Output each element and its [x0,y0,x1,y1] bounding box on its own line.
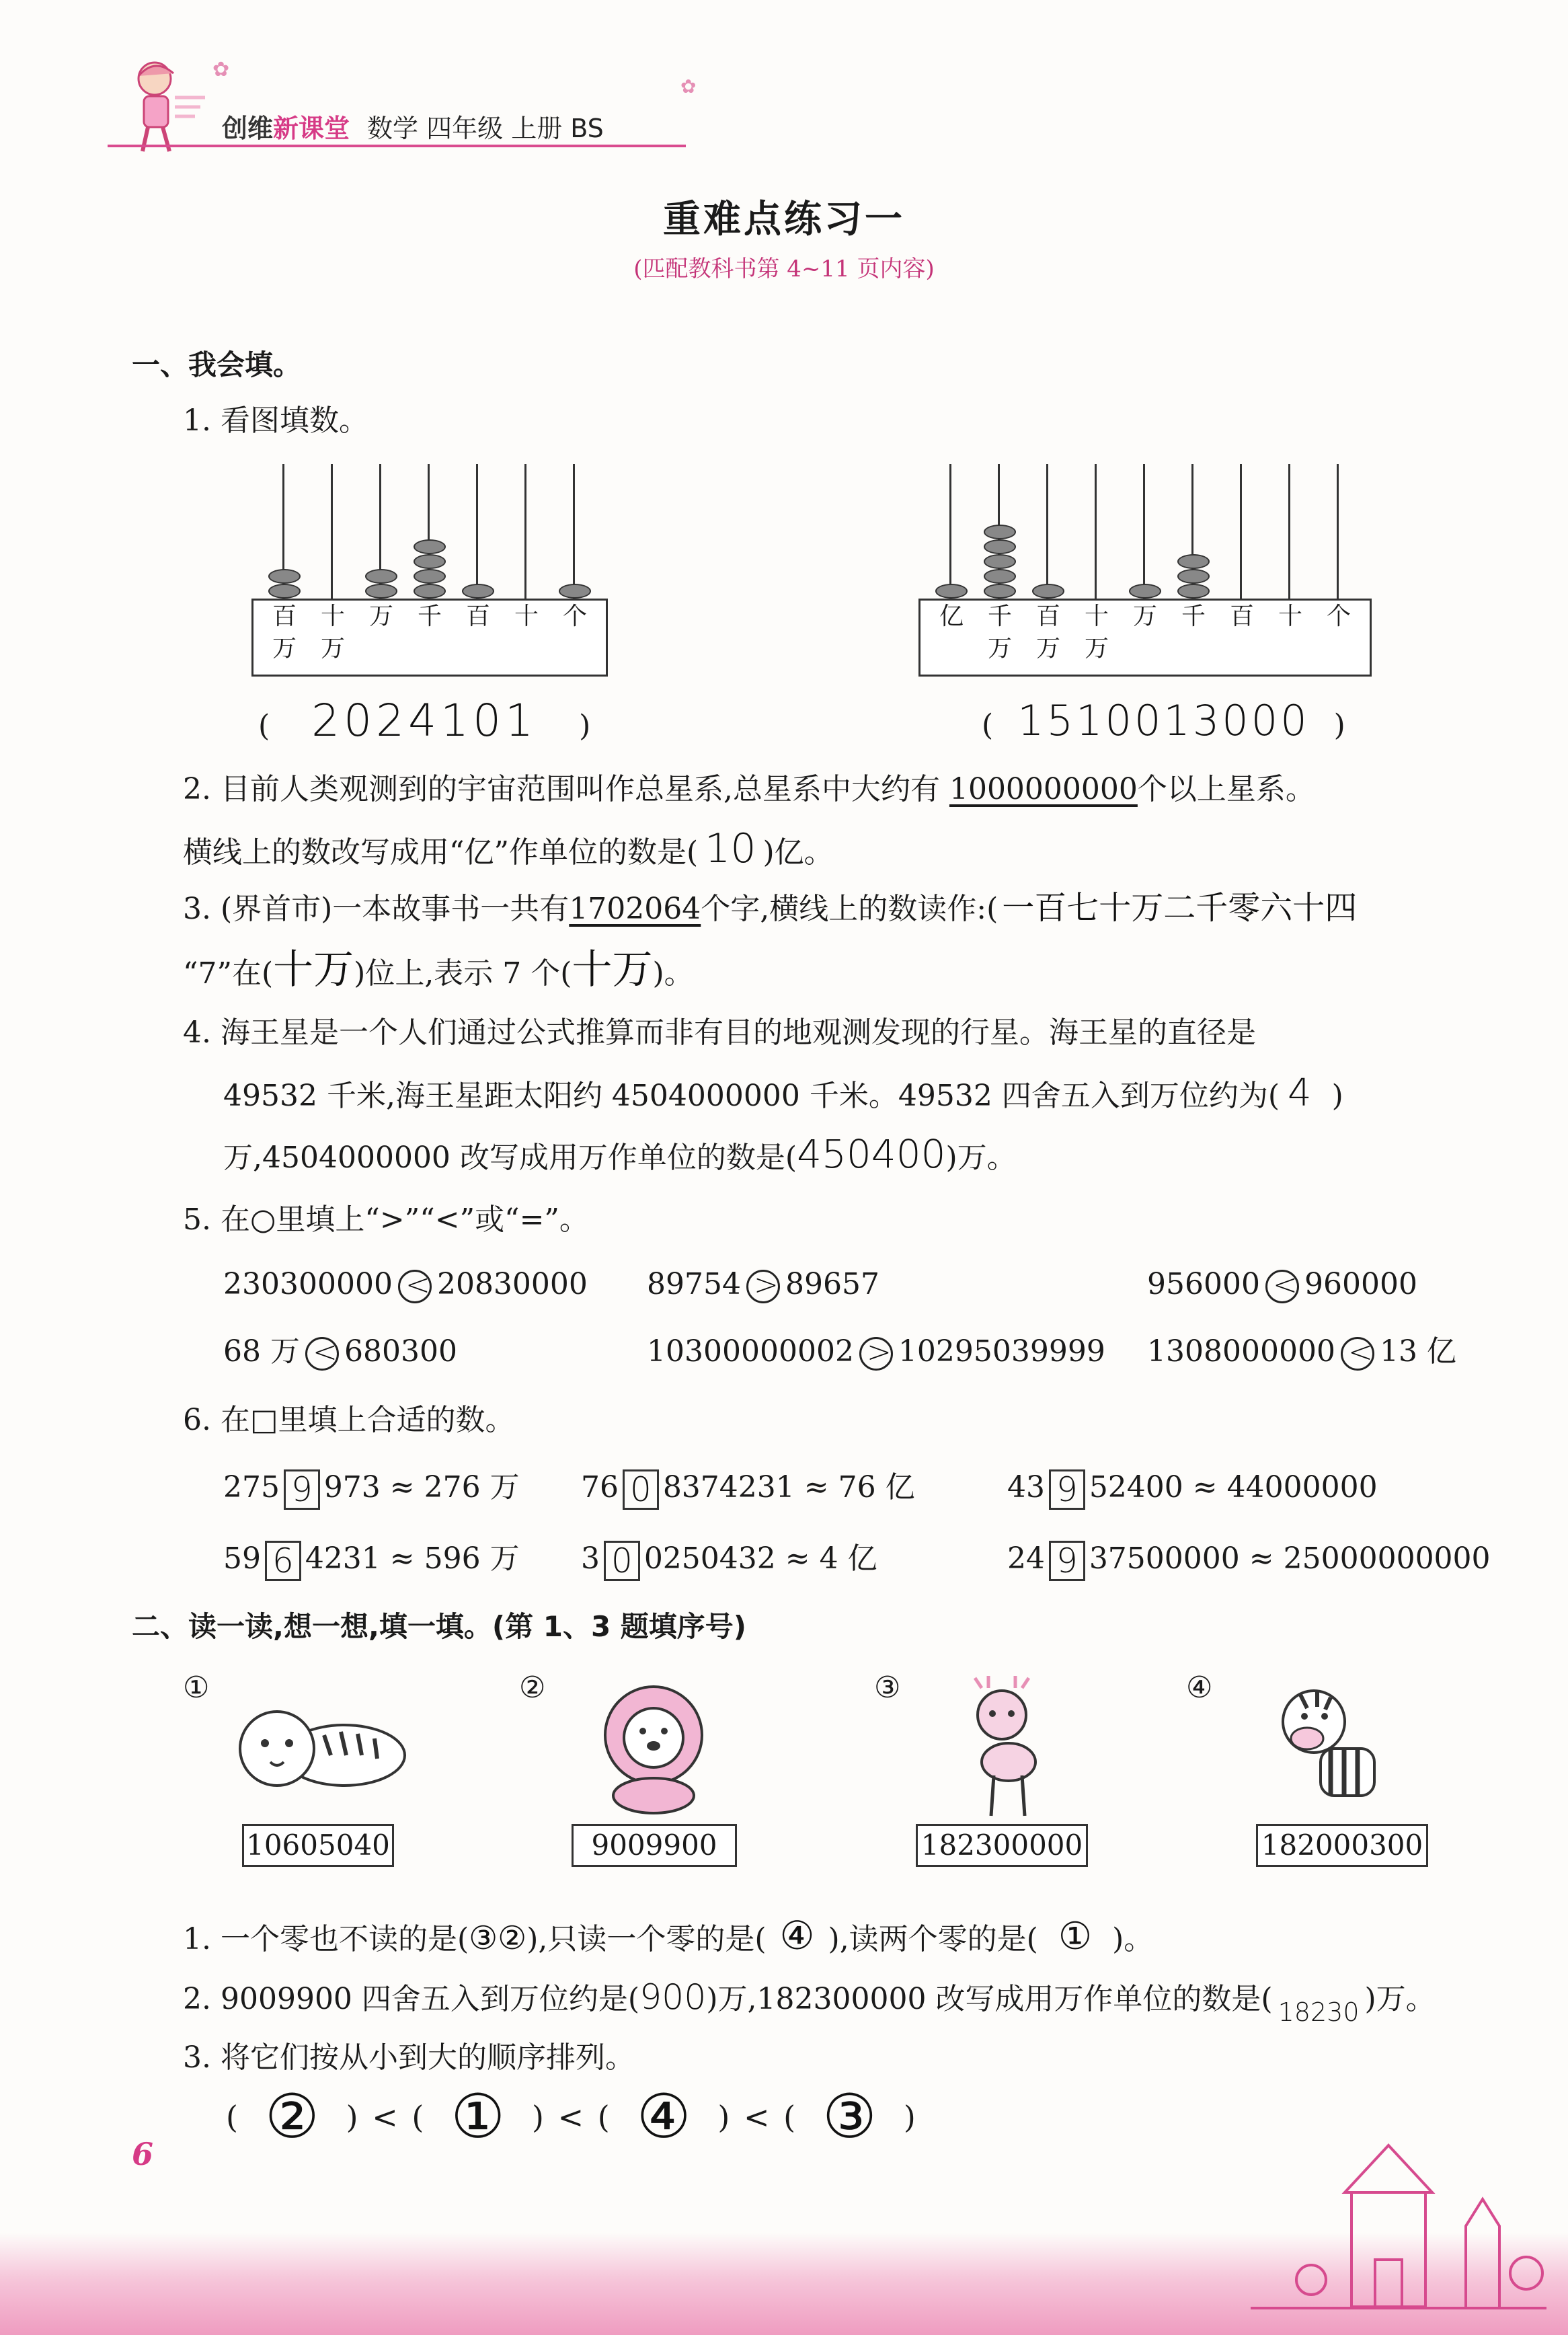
handwritten-answer: 2024101 [311,695,538,747]
section-heading: 二、读一读,想一想,填一填。(第 1、3 题填序号) [132,1610,746,1643]
abacus-b-answer: ( 1510013000 ) [982,696,1345,745]
abacus-rod [1288,464,1290,599]
brand-name-accent: 新课堂 [273,114,350,143]
handwritten-answer: < [1347,1334,1373,1369]
header-title [222,108,604,145]
comparison-circle[interactable] [1341,1334,1374,1371]
handwritten-answer: 9 [290,1469,313,1509]
handwritten-answer: 十万 [572,946,653,993]
abacus-bead [268,569,301,584]
abacus-bead [1032,584,1064,599]
question-3-line-2: “7”在(十万)位上,表示 7 个(十万)。 [183,946,694,993]
abacus-bead [1177,569,1210,584]
abacus-place-label: 万 [368,603,393,630]
tiger-illustration [223,1695,411,1796]
estimate-item: 275 9 973 ≈ 276 万 [223,1469,520,1509]
handwritten-answer: 0 [630,1469,652,1509]
abacus-a [251,464,601,679]
abacus-bead [414,569,446,584]
ordering-answer: ( ② ) < ( ① ) < ( ④ ) < ( ③ ) [226,2081,916,2152]
abacus-place-label: 千 [1181,603,1206,630]
animal-card-1 [183,1668,452,1876]
abacus-bead [1129,584,1161,599]
abacus-rod [476,464,478,599]
abacus-bead [984,554,1016,569]
abacus-place-label: 百 [465,603,490,630]
question-4-line-3: 万,4504000000 改写成用万作单位的数是(450400)万。 [223,1131,1017,1177]
abacus-rod [1240,464,1242,599]
animal-number-box: 182300000 [916,1824,1088,1867]
handwritten-answer: > [753,1267,779,1302]
animal-card-4 [1186,1668,1468,1876]
handwritten-answer: ① [1058,1915,1093,1958]
underlined-number: 1000000000 [949,772,1138,806]
flower-icon: ✿ [680,75,697,98]
estimate-item: 24 9 37500000 ≈ 25000000000 [1007,1541,1491,1580]
abacus-bead [1177,584,1210,599]
abacus-bead [414,554,446,569]
abacus-rod [1143,464,1145,599]
zebra-illustration [1260,1675,1395,1823]
deer-illustration [941,1675,1062,1823]
abacus-bead [1177,554,1210,569]
handwritten-answer: 900 [639,1977,707,2018]
header-divider [108,145,686,147]
underlined-number: 1702064 [569,892,701,926]
abacus-a-answer: ( 2024101 ) [258,695,591,747]
animal-index: ④ [1186,1671,1213,1705]
question-3-line-1: 3. (界首市)一本故事书一共有1702064个字,横线上的数读作:( 一百七十万二千零六十四 [183,889,1358,927]
abacus-bead [984,539,1016,554]
abacus-bead [559,584,591,599]
handwritten-answer: ② [264,2081,319,2152]
handwritten-answer: 9 [1056,1469,1078,1509]
brand-name: 创维 [222,114,274,143]
handwritten-answer: ④ [636,2081,691,2152]
abacus-rod [1337,464,1339,599]
animal-index: ② [519,1671,546,1705]
section2-question-2: 2. 9009900 四舍五入到万位约是(900)万,182300000 改写成用万作单位的数是( 18230 )万。 [183,1977,1436,2027]
handwritten-answer: ③② [469,1919,527,1957]
abacus-place-label: 十万 [1084,603,1109,662]
handwritten-answer: 0 [611,1541,633,1580]
digit-box[interactable] [1049,1469,1085,1510]
abacus-rod [331,464,333,599]
animal-number-box: 10605040 [242,1824,394,1867]
handwritten-answer: ④ [779,1913,815,1958]
digit-box[interactable] [265,1541,301,1581]
comparison-item: 1308000000 < 13 亿 [1147,1332,1456,1372]
section-heading: 一、我会填。 [132,348,302,381]
comparison-item: 89754 > 89657 [647,1264,879,1305]
abacus-place-label: 百万 [272,603,297,662]
comparison-circle[interactable] [859,1334,893,1371]
abacus-place-label: 千 [417,603,442,630]
abacus-place-label: 亿 [939,603,964,630]
comparison-circle[interactable] [1265,1267,1299,1303]
handwritten-answer: < [312,1334,338,1369]
estimate-item: 43 9 52400 ≈ 44000000 [1007,1469,1378,1509]
handwritten-answer: ③ [822,2081,877,2152]
handwritten-answer: 4 [1287,1071,1312,1115]
castle-decoration [1251,2118,1546,2320]
handwritten-answer: 9 [1056,1541,1078,1580]
question-6-prompt: 6. 在□里填上合适的数。 [183,1403,515,1437]
page-number: 6 [132,2136,154,2172]
abacus-bead [414,584,446,599]
handwritten-answer: > [866,1334,892,1369]
abacus-bead [268,584,301,599]
handwritten-answer: 6 [272,1541,294,1580]
comparison-circle[interactable] [746,1267,780,1303]
animal-number-box: 182000300 [1256,1824,1428,1867]
abacus-place-label: 个 [562,603,587,630]
handwritten-answer: 450400 [797,1131,946,1177]
digit-box[interactable] [1049,1541,1085,1581]
abacus-place-label: 十万 [320,603,345,662]
abacus-bead [935,584,968,599]
question-5-prompt: 5. 在○里填上“>”“<”或“=”。 [183,1202,589,1237]
abacus-place-label: 千万 [987,603,1012,662]
comparison-circle[interactable] [398,1267,432,1303]
abacus-rod [949,464,951,599]
handwritten-answer: 1510013000 [1017,696,1310,745]
abacus-bead [984,525,1016,539]
abacus-bead [365,584,397,599]
section2-question-1: 1. 一个零也不读的是(③②),只读一个零的是( ④ ),读两个零的是( ① )。 [183,1913,1154,1958]
section2-question-3: 3. 将它们按从小到大的顺序排列。 [183,2040,635,2075]
handwritten-answer: ① [450,2081,506,2152]
question-2-line-2: 横线上的数改写成用“亿”作单位的数是( 10 )亿。 [183,825,834,872]
abacus-bead [984,584,1016,599]
comparison-item: 230300000 < 20830000 [223,1264,588,1305]
handwritten-answer: 18230 [1278,1997,1360,2027]
comparison-item: 10300000002 > 10295039999 [647,1332,1105,1372]
lion-illustration [586,1681,721,1816]
estimate-item: 76 0 8374231 ≈ 76 亿 [581,1469,915,1509]
abacus-bead [984,569,1016,584]
question-1-prompt: 1. 看图填数。 [183,404,368,438]
abacus-place-label: 十 [1278,603,1302,630]
abacus-bead [365,569,397,584]
animal-index: ③ [874,1671,901,1705]
question-2-line-1: 2. 目前人类观测到的宇宙范围叫作总星系,总星系中大约有 1000000000个以上星系。 [183,772,1315,806]
page-title: 重难点练习一 [663,198,905,241]
abacus-place-label: 百 [1229,603,1254,630]
digit-box[interactable] [284,1469,320,1510]
animal-card-3 [874,1668,1143,1876]
abacus-place-label: 万 [1132,603,1157,630]
digit-box[interactable] [623,1469,659,1510]
abacus-place-label: 十 [514,603,539,630]
estimate-item: 3 0 0250432 ≈ 4 亿 [581,1541,877,1580]
question-4-line-2: 49532 千米,海王星距太阳约 4504000000 千米。49532 四舍五入到万位约为( 4 ) [223,1071,1343,1115]
handwritten-answer: 一百七十万二千零六十四 [1002,889,1358,927]
abacus-frame [918,599,1372,677]
abacus-b [918,464,1362,679]
abacus-bead [414,539,446,554]
handwritten-answer: 10 [705,825,756,872]
header-subtitle: 数学 四年级 上册 BS [367,114,604,143]
abacus-frame [251,599,608,677]
animal-card-2 [519,1668,788,1876]
handwritten-answer: < [405,1267,430,1302]
animal-number-box: 9009900 [572,1824,737,1867]
estimate-item: 59 6 4231 ≈ 596 万 [223,1541,520,1580]
abacus-rod [524,464,526,599]
abacus-rod [573,464,575,599]
header-mascot [121,57,208,158]
comparison-item: 956000 < 960000 [1147,1264,1417,1305]
abacus-place-label: 个 [1326,603,1351,630]
question-4-line-1: 4. 海王星是一个人们通过公式推算而非有目的地观测发现的行星。海王星的直径是 [183,1016,1256,1050]
flower-icon: ✿ [212,58,230,81]
comparison-circle[interactable] [305,1334,339,1371]
handwritten-answer: < [1272,1267,1298,1302]
abacus-place-label: 百万 [1035,603,1060,662]
animal-index: ① [183,1671,210,1705]
abacus-rod [1046,464,1048,599]
handwritten-answer: 十万 [273,946,354,993]
digit-box[interactable] [604,1541,640,1581]
comparison-item: 68 万 < 680300 [223,1332,457,1372]
page-subtitle: (匹配教科书第 4~11 页内容) [633,256,935,282]
abacus-rod [1095,464,1097,599]
abacus-bead [462,584,494,599]
